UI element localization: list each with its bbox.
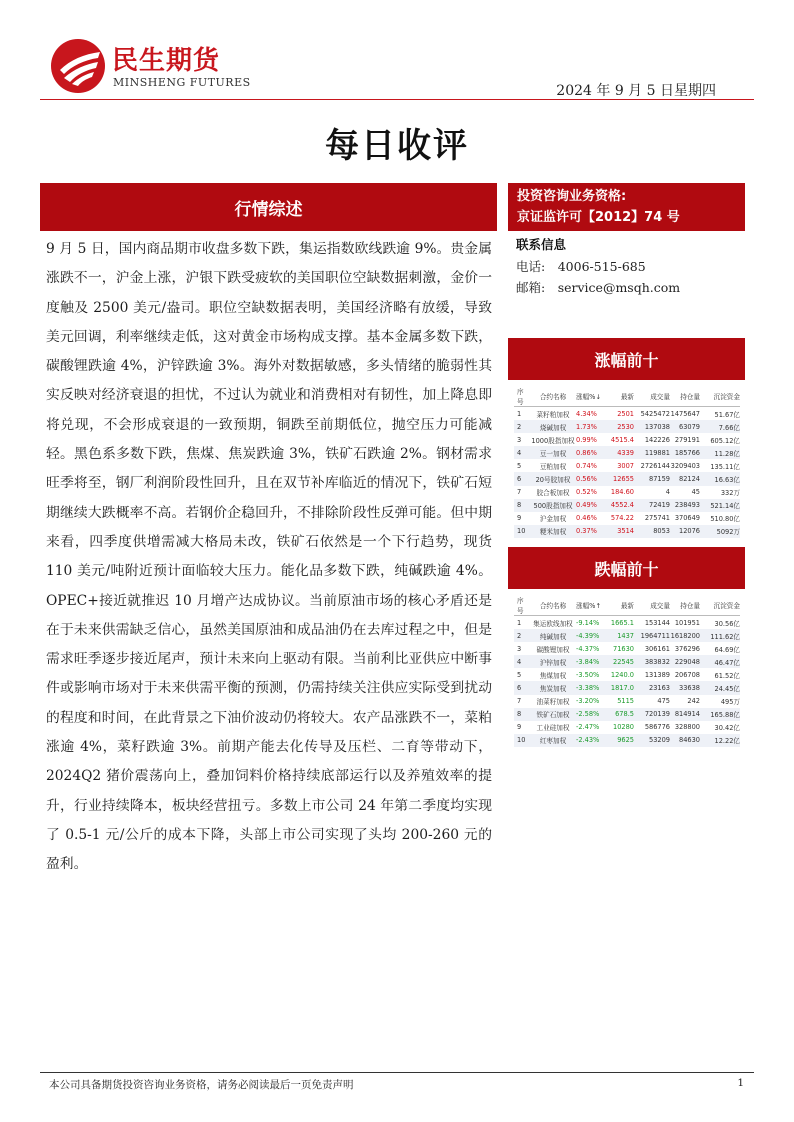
table-cell: 16.63亿 (700, 472, 740, 485)
table-cell: 3007 (617, 461, 634, 470)
table-cell: 6 (514, 681, 530, 694)
table-cell: 242 (687, 697, 700, 706)
table-row (514, 708, 740, 721)
table-cell: 2 (514, 420, 530, 433)
table-row (514, 420, 740, 433)
table-cell: 8053 (634, 525, 670, 538)
table-cell: 10 (514, 734, 530, 747)
page-title: 每日收评 (325, 126, 469, 166)
table-cell: 376296 (674, 644, 700, 653)
table-cell: 101951 (674, 618, 700, 627)
table-cell: 8 (514, 708, 530, 721)
report-date: 2024 年 9 月 5 日星期四 (556, 83, 716, 99)
table-cell: 沪锌加权 (530, 655, 576, 668)
table-cell: 605.12亿 (710, 436, 740, 445)
footer-divider (40, 1072, 754, 1073)
table-cell: 11.28亿 (700, 446, 740, 459)
table-cell: -2.47% (576, 723, 600, 732)
table-cell: 12.22亿 (700, 734, 740, 747)
table-cell: 10 (514, 525, 530, 538)
table-cell: 3209403 (670, 461, 700, 470)
table-cell: 45 (691, 488, 700, 497)
qualification-box (508, 183, 745, 231)
table-cell: 46.47亿 (700, 655, 740, 668)
table-cell: -4.37% (576, 644, 600, 653)
column-header: 序号 (514, 595, 530, 616)
table-cell: 7 (517, 697, 522, 706)
table-row (514, 472, 740, 485)
table-cell: 12655 (610, 472, 634, 485)
table-cell: 119881 (634, 446, 670, 459)
table-cell: 678.5 (610, 708, 634, 721)
section-heading-market-review: 行情综述 (40, 183, 497, 231)
table-cell: 510.80亿 (710, 515, 740, 524)
logo-english-name: MINSHENG FUTURES (113, 76, 251, 89)
table-cell: 30.42亿 (714, 724, 740, 733)
column-header: 沉淀资金 (700, 386, 740, 407)
table-cell: 142226 (644, 435, 670, 444)
table-cell: 1817.0 (610, 681, 634, 694)
table-cell: 574.22 (610, 514, 634, 523)
table-cell: 集运欧线加权 (533, 619, 573, 628)
table-cell: 3 (517, 435, 522, 444)
table-cell: 84630 (670, 734, 700, 747)
table-cell: 165.88亿 (700, 708, 740, 721)
qualification-line-2: 京证监许可【2012】74 号 (517, 210, 680, 225)
table-cell: 焦煤加权 (539, 671, 567, 680)
column-header: 最新 (610, 386, 634, 407)
table-cell: 61.52亿 (714, 671, 740, 680)
section-heading-top-losers: 跌幅前十 (508, 547, 745, 589)
table-row (514, 407, 740, 421)
table-cell: 1475647 (670, 409, 700, 418)
table-row (514, 499, 740, 512)
table-cell: -9.14% (576, 618, 600, 627)
table-cell: 0.74% (576, 461, 597, 470)
table-cell: 206708 (674, 670, 700, 679)
qualification-line-1: 投资咨询业务资格: (517, 189, 627, 204)
table-cell: 3514 (610, 525, 634, 538)
table-cell: 111.62亿 (700, 629, 740, 642)
table-cell: 油菜籽加权 (536, 698, 570, 707)
table-cell: 2530 (610, 420, 634, 433)
table-row (514, 695, 740, 708)
table-cell: 9 (517, 723, 522, 732)
table-cell: 332万 (720, 489, 740, 498)
table-cell: 烧碱加权 (530, 420, 576, 433)
top-gainers-table (514, 386, 740, 538)
table-cell: 1618200 (670, 629, 700, 642)
table-cell: 238493 (670, 499, 700, 512)
table-cell: 275741 (644, 514, 670, 523)
table-cell: 72419 (634, 499, 670, 512)
table-cell: 3 (517, 644, 522, 653)
table-cell: -4.39% (576, 629, 610, 642)
table-cell: -2.58% (576, 708, 610, 721)
table-cell: 328800 (674, 723, 700, 732)
table-cell: 521.14亿 (700, 499, 740, 512)
table-cell: 87159 (634, 472, 670, 485)
table-cell: -3.38% (576, 681, 610, 694)
table-cell: 30.56亿 (714, 619, 740, 628)
table-cell: 5 (517, 461, 522, 470)
table-cell: 0.52% (576, 488, 597, 497)
column-header: 持仓量 (670, 386, 700, 407)
column-header: 序号 (514, 386, 530, 407)
table-cell: 586776 (644, 723, 670, 732)
table-cell: 184.60 (610, 488, 634, 497)
table-cell: 9625 (610, 734, 634, 747)
table-cell: 23163 (634, 681, 670, 694)
column-header: 成交量 (634, 386, 670, 407)
column-header: 沉淀资金 (700, 595, 740, 616)
column-header: 涨幅%↓ (576, 386, 610, 407)
table-cell: 5092万 (700, 525, 740, 538)
table-cell: 1964711 (634, 629, 670, 642)
table-cell: 10280 (613, 723, 634, 732)
table-cell: 814914 (670, 708, 700, 721)
table-cell: 306161 (644, 644, 670, 653)
table-cell: 71630 (613, 644, 634, 653)
table-cell: 豆粕加权 (539, 462, 567, 471)
logo-chinese-name: 民生期货 (112, 46, 221, 76)
table-cell: 1 (517, 618, 522, 627)
table-cell: 2501 (617, 409, 634, 418)
table-row (514, 433, 740, 446)
table-cell: 4 (514, 446, 530, 459)
table-cell: 5115 (617, 697, 634, 706)
minsheng-logo-icon (50, 38, 108, 94)
table-cell: -3.20% (576, 697, 600, 706)
table-cell: 0.99% (576, 435, 597, 444)
table-cell: 9 (517, 514, 522, 523)
table-cell: 焦炭加权 (530, 681, 576, 694)
column-header: 成交量 (634, 595, 670, 616)
contact-heading: 联系信息 (516, 237, 567, 252)
table-cell: 229048 (670, 655, 700, 668)
table-row (514, 486, 740, 499)
table-cell: 475 (657, 697, 670, 706)
table-cell: 纯碱加权 (530, 629, 576, 642)
column-header: 合约名称 (530, 386, 576, 407)
table-cell: 菜籽粕加权 (536, 410, 570, 419)
table-cell: -3.84% (576, 655, 610, 668)
table-cell: 粳米加权 (530, 525, 576, 538)
table-cell: 720139 (634, 708, 670, 721)
table-cell: 7 (517, 488, 522, 497)
company-logo (50, 38, 251, 94)
table-row (514, 642, 740, 655)
table-cell: 4 (665, 488, 670, 497)
table-cell: -3.50% (576, 670, 600, 679)
table-cell: 5425472 (640, 409, 670, 418)
table-cell: 4.34% (576, 409, 597, 418)
table-cell: 20号胶加权 (530, 472, 576, 485)
table-cell: 279191 (674, 435, 700, 444)
table-cell: 135.11亿 (710, 462, 740, 471)
table-cell: 4339 (610, 446, 634, 459)
table-header-row (514, 386, 740, 407)
table-cell: 4 (514, 655, 530, 668)
table-cell: 胶合板加权 (536, 489, 570, 498)
table-cell: 64.69亿 (714, 645, 740, 654)
table-row (514, 734, 740, 747)
contact-email[interactable]: 邮箱: service@msqh.com (516, 280, 681, 295)
table-cell: -2.43% (576, 734, 610, 747)
table-cell: 工业硅加权 (536, 724, 570, 733)
table-cell: 0.86% (576, 446, 610, 459)
table-cell: 0.37% (576, 525, 610, 538)
top-losers-table (514, 595, 740, 747)
table-row (514, 616, 740, 630)
column-header: 涨幅%↑ (576, 595, 610, 616)
table-cell: 4552.4 (610, 499, 634, 512)
table-cell: 51.67亿 (714, 410, 740, 419)
header-divider (40, 99, 754, 100)
table-cell: 1665.1 (610, 618, 634, 627)
table-cell: 153144 (644, 618, 670, 627)
table-cell: 1 (517, 409, 522, 418)
table-cell: 82124 (670, 472, 700, 485)
table-row (514, 525, 740, 538)
table-row (514, 655, 740, 668)
table-cell: 6 (514, 472, 530, 485)
table-cell: 碳酸锂加权 (536, 645, 570, 654)
market-review-text: 9 月 5 日，国内商品期市收盘多数下跌，集运指数欧线跌逾 9%。贵金属涨跌不一，沪金上涨，沪银下跌受疲软的美国职位空缺数据刺激，金价一度触及 2500 美元/盎司。职位空缺数据表明，美国经济略有放缓，导致美元回调，利率继续走低，这对黄金市场构成支撑。基本金属多数下跌，碳酸锂跌逾 4%，沪锌跌逾 3%。海外对数据敏感，多头情绪的脆弱性其实反映对经济衰退的担忧，不过认为就业和消费相对有韧性，加上降息即将兑现，不会形成衰退的一致预期，铜跌至前期低位，抛空压力可能减轻。黑色系多数下跌，焦煤、焦炭跌逾 3%，铁矿石跌逾 2%。钢材需求旺季将至，钢厂利润阶段性回升，且在双节补库临近的情况下，铁矿石短期继续大跌概率不高。若钢价企稳回升，不排除阶段性反弹可能。但中期来看，四季度供增需减大格局未改，铁矿石依然是一个下行趋势，现货 110 美元/吨附近预计面临较大压力。能化品多数下跌，纯碱跌逾 4%。OPEC+接近就推迟 10 月增产达成协议。当前原油市场的核心矛盾还是在于未来供需缺乏信心，虽然美国原油和成品油仍在去库过程之中，但是需求旺季逐步接近尾声，预计未来向上驱动有限。当前利比亚供应中断事件或影响市场对于未来供需平衡的预测，仍需持续关注供应实际受到扰动的程度和时间，在此背景之下油价波动仍将较大。农产品涨跌不一，菜粕涨逾 4%，菜籽跌逾 3%。前期产能去化传导及压栏、二育等带动下，2024Q2 猪价震荡向上，叠加饲料价格持续底部运行以及养殖效率的提升，行业持续降本，板块经营扭亏。多数上市公司 24 年第二季度均实现了 0.5-1 元/公斤的成本下降，头部上市公司实现了头均 200-260 元的盈利。 (46, 241, 492, 873)
table-row (514, 668, 740, 681)
table-cell: 1000股指加权 (531, 436, 575, 445)
table-cell: 12076 (670, 525, 700, 538)
table-cell: 500股指加权 (530, 499, 576, 512)
table-cell: 383832 (634, 655, 670, 668)
table-row (514, 446, 740, 459)
table-cell: 185766 (670, 446, 700, 459)
table-cell: 495万 (720, 698, 740, 707)
table-cell: 沪金加权 (539, 515, 567, 524)
contact-phone: 电话: 4006-515-685 (516, 259, 646, 274)
table-row (514, 681, 740, 694)
table-row (514, 629, 740, 642)
table-cell: 0.56% (576, 472, 610, 485)
column-header: 最新 (610, 595, 634, 616)
table-cell: 0.46% (576, 514, 597, 523)
table-header-row (514, 595, 740, 616)
table-cell: 4515.4 (610, 435, 634, 444)
table-cell: 红枣加权 (530, 734, 576, 747)
table-cell: 22545 (610, 655, 634, 668)
section-heading-top-gainers: 涨幅前十 (508, 338, 745, 380)
table-cell: 33638 (670, 681, 700, 694)
table-cell: 370649 (674, 514, 700, 523)
table-cell: 8 (514, 499, 530, 512)
table-cell: 0.49% (576, 499, 610, 512)
table-cell: 7.66亿 (700, 420, 740, 433)
column-header: 合约名称 (530, 595, 576, 616)
table-cell: 53209 (634, 734, 670, 747)
table-cell: 63079 (670, 420, 700, 433)
table-row (514, 721, 740, 734)
table-row (514, 459, 740, 472)
column-header: 持仓量 (670, 595, 700, 616)
table-cell: 2726144 (640, 461, 670, 470)
table-cell: 131389 (644, 670, 670, 679)
table-cell: 1.73% (576, 420, 610, 433)
page-number: 1 (737, 1077, 744, 1089)
table-cell: 铁矿石加权 (530, 708, 576, 721)
table-cell: 2 (514, 629, 530, 642)
table-cell: 豆一加权 (530, 446, 576, 459)
table-cell: 137038 (634, 420, 670, 433)
table-row (514, 512, 740, 525)
footer-disclaimer: 本公司具备期货投资咨询业务资格，请务必阅读最后一页免责声明 (49, 1079, 354, 1091)
table-cell: 5 (517, 670, 522, 679)
table-cell: 1437 (610, 629, 634, 642)
table-cell: 24.45亿 (700, 681, 740, 694)
table-cell: 1240.0 (610, 670, 634, 679)
